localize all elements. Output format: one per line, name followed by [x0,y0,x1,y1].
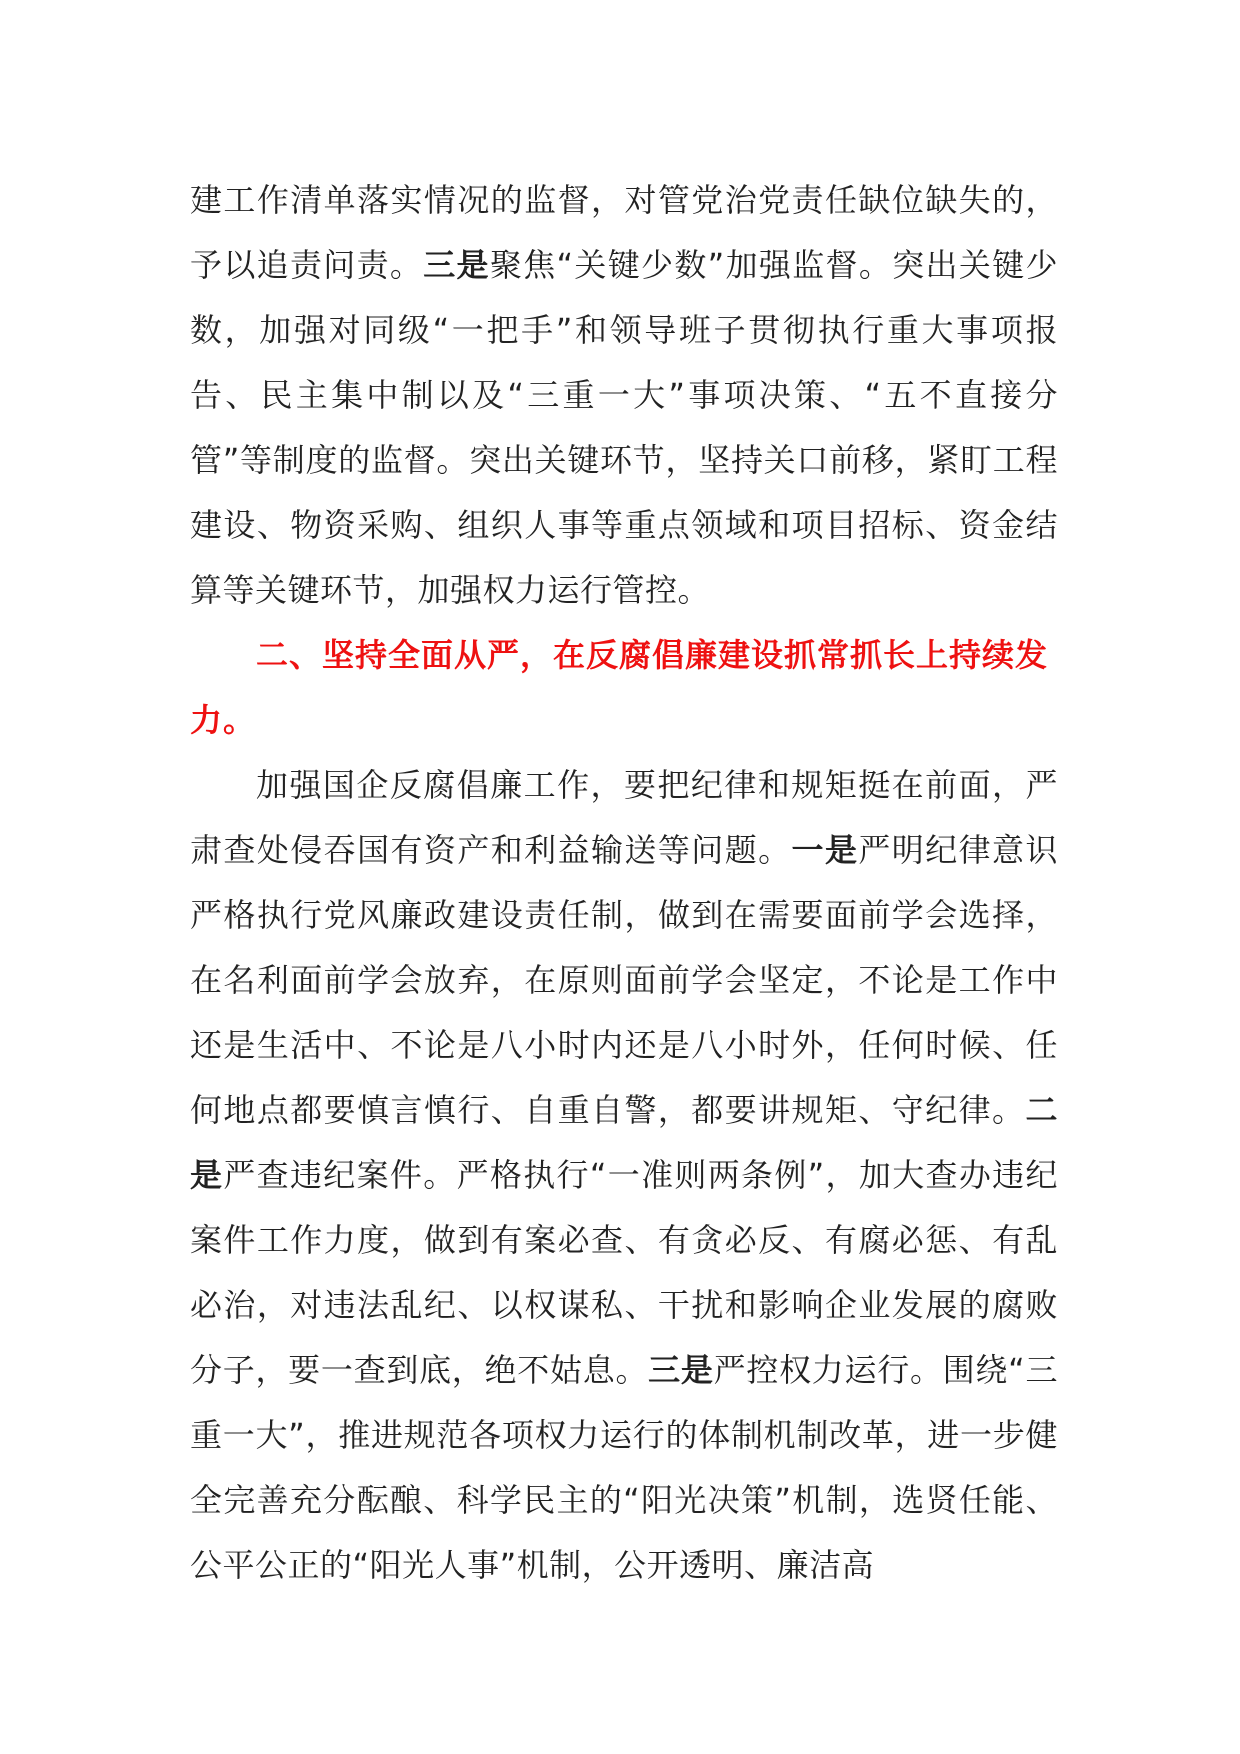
paragraph2-text-3: 严查违纪案件。严格执行“一准则两条例”，加大查办违纪案件工作力度，做到有案必查、有贪必反、有腐必惩、有乱必治，对违法乱纪、以权谋私、干扰和影响企业发展的腐败分子，要一查到底，绝不姑息。 [190,1156,1058,1389]
paragraph1-text-2: 聚焦“关键少数”加强监督。突出关键少数，加强对同级“一把手”和领导班子贯彻执行重大事项报告、民主集中制以及“三重一大”事项决策、“五不直接分管”等制度的监督。突出关键环节，坚持关口前移，紧盯工程建设、物资采购、组织人事等重点领域和项目招标、资金结算等关键环节，加强权力运行管控。 [190,246,1058,609]
paragraph2-bold-marker-2: 二是 [190,1091,1058,1194]
paragraph-section-2 [190,753,1058,1598]
section-heading-2: 二、坚持全面从严，在反腐倡廉建设抓常抓长上持续发力。 [190,636,1049,739]
paragraph2-bold-marker-1: 一是 [791,831,859,869]
paragraph1-bold-marker-3: 三是 [423,246,490,284]
paragraph2-text-2: 严明纪律意识严格执行党风廉政建设责任制，做到在需要面前学会选择，在名利面前学会放弃，在原则面前学会坚定，不论是工作中还是生活中、不论是八小时内还是八小时外，任何时候、任何地点都要慎言慎行、自重自警，都要讲规矩、守纪律。 [190,831,1058,1129]
paragraph2-bold-marker-3: 三是 [648,1351,714,1389]
paragraph2-text-4: 严控权力运行。围绕“三重一大”，推进规范各项权力运行的体制机制改革，进一步健全完善充分酝酿、科学民主的“阳光决策”机制，选贤任能、公平公正的“阳光人事”机制，公开透明、廉洁高 [190,1351,1058,1584]
paragraph-continuation [190,168,1058,623]
paragraph1-text-1: 建工作清单落实情况的监督，对管党治党责任缺位缺失的，予以追责问责。 [190,181,1058,284]
paragraph2-text-1: 加强国企反腐倡廉工作，要把纪律和规矩挺在前面，严肃查处侵吞国有资产和利益输送等问题。 [190,766,1058,869]
document-page [190,168,1058,1598]
